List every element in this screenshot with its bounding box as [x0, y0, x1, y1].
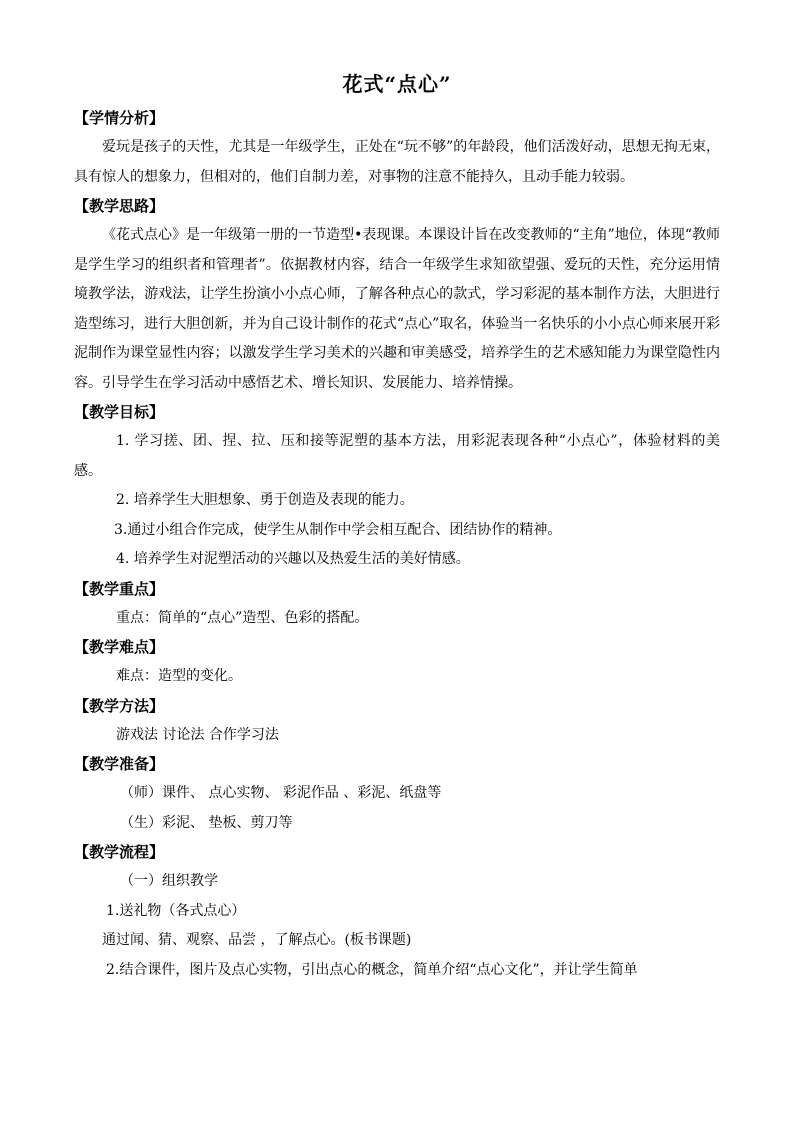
paragraph-key-points: 重点：简单的“点心”造型、色彩的搭配。: [116, 609, 369, 626]
paragraph-teaching-approach: 《花式点心》是一年级第一册的一节造型•表现课。本课设计旨在改变教师的“主角”地位，体现“教师是学生学习的组织者和管理者”。依据教材内容，结合一年级学生求知欲望强、爱玩的天性，充分运用情境教学法，游戏法，让学生扮演小小点心师，了解各种点心的款式，学习彩泥的基本制作方法，大胆进行造型练习，进行大胆创新，并为自己设计制作的花式“点心”取名，体验当一名快乐的小小点心师来展开彩泥制作为课堂显性内容；以激发学生学习美术的兴趣和审美感受，培养学生的艺术感知能力为课堂隐性内容。引导学生在学习活动中感悟艺术、增长知识、发展能力、培养情操。: [74, 227, 720, 391]
heading-preparation: 【教学准备】: [74, 755, 165, 773]
goal-item-3: 3.通过小组合作完成，使学生从制作中学会相互配合、团结协作的精神。: [114, 521, 562, 538]
heading-key-points: 【教学重点】: [74, 579, 165, 598]
heading-difficulties: 【教学难点】: [74, 638, 165, 656]
document-page: [74, 70, 720, 985]
goal-item-2: 2. 培养学生大胆想象、勇于创造及表现的能力。: [116, 492, 414, 508]
process-step-1: （一）组织教学: [120, 873, 218, 889]
goal-item-4: 4. 培养学生对泥塑活动的兴趣以及热爱生活的美好情感。: [116, 551, 470, 567]
process-sub-1-detail: 通过闻、猜、观察、品尝 ，了解点心。(板书课题): [102, 932, 412, 948]
document-title: 花式“点心”: [342, 72, 452, 96]
paragraph-difficulties: 难点：造型的变化。: [116, 668, 242, 684]
preparation-student: （生）彩泥、 垫板、剪刀等: [120, 814, 293, 831]
paragraph-student-analysis: 爱玩是孩子的天性，尤其是一年级学生，正处在“玩不够”的年龄段，他们活泼好动，思想无拘无束，具有惊人的想象力，但相对的，他们自制力差，对事物的注意不能持久，且动手能力较弱。: [74, 139, 720, 185]
heading-methods: 【教学方法】: [74, 696, 165, 715]
paragraph-methods: 游戏法 讨论法 合作学习法: [116, 726, 279, 743]
heading-teaching-approach: 【教学思路】: [74, 197, 165, 215]
process-sub-2: 2.结合课件，图片及点心实物，引出点心的概念，简单介绍“点心文化”，并让学生简单: [106, 961, 638, 978]
heading-student-analysis: 【学情分析】: [74, 109, 165, 127]
process-sub-1: 1.送礼物（各式点心）: [106, 902, 246, 919]
goal-item-1: 1. 学习搓、团、捏、拉、压和接等泥塑的基本方法，用彩泥表现各种“小点心”，体验材料的美感。: [74, 433, 720, 479]
heading-teaching-goals: 【教学目标】: [74, 403, 165, 421]
preparation-teacher: （师）课件、 点心实物、 彩泥作品 、彩泥、纸盘等: [120, 785, 442, 801]
heading-process: 【教学流程】: [74, 843, 165, 861]
